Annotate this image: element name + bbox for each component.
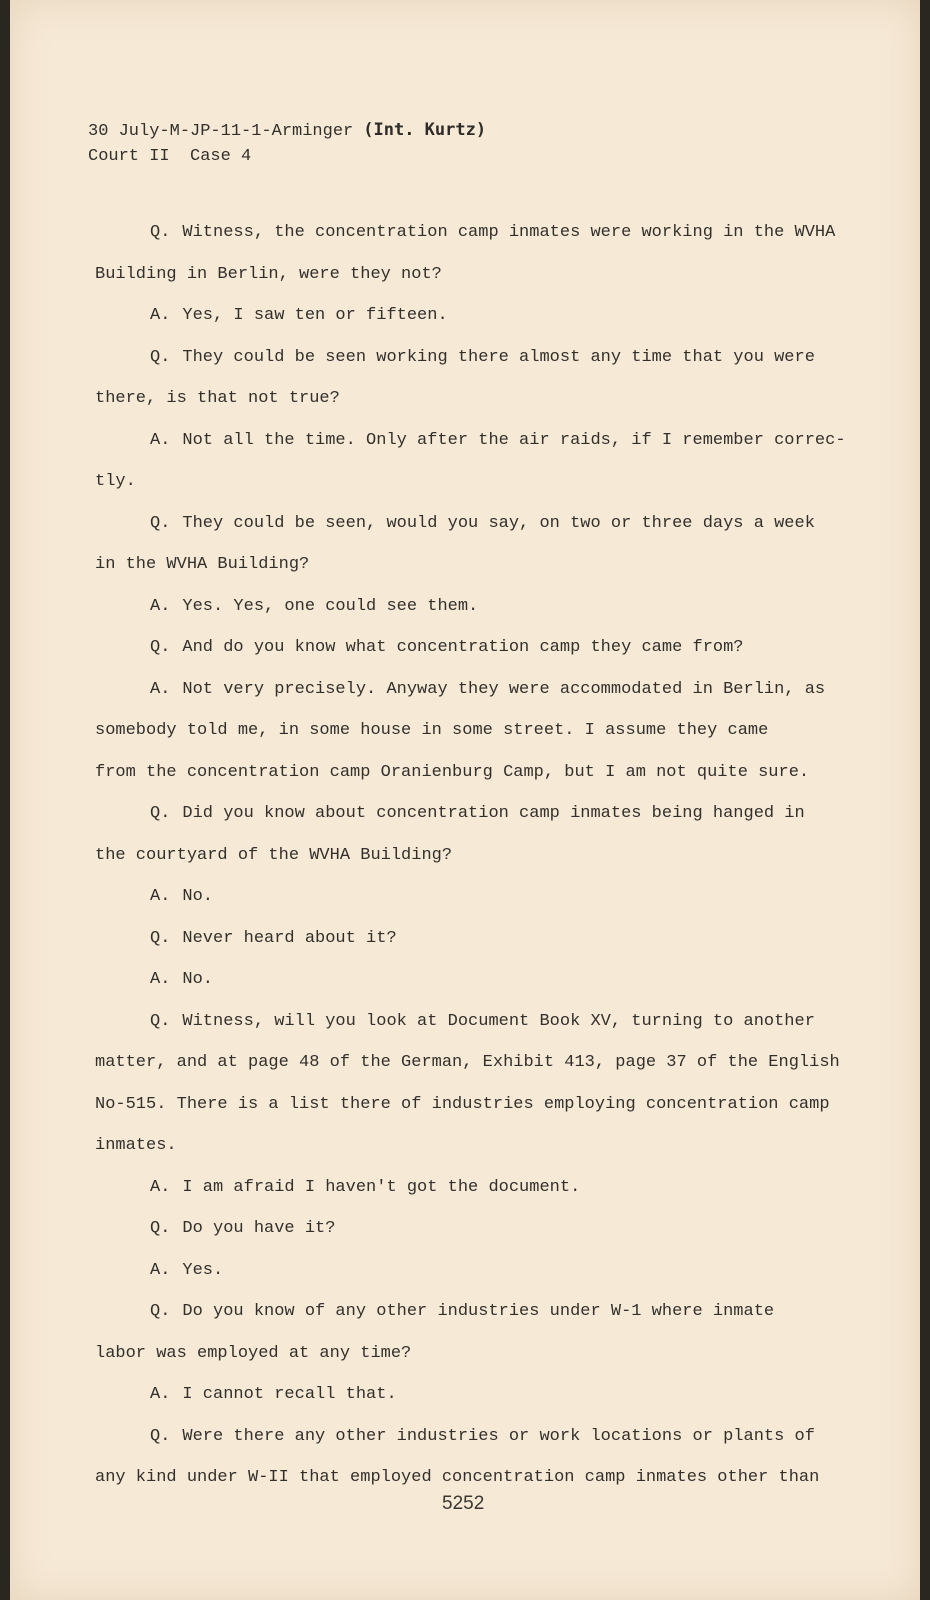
- transcript-line-answer: [95, 1167, 865, 1209]
- line-text: Do you know of any other industries under W-1 where inmate: [182, 1302, 775, 1321]
- transcript-line-question: [95, 1291, 865, 1333]
- line-text: No-515. There is a list there of industries employing concentration camp: [95, 1094, 830, 1114]
- speaker-label: Q.: [150, 513, 171, 533]
- speaker-label: Q.: [150, 928, 171, 948]
- speaker-label: Q.: [150, 223, 171, 242]
- transcript-line-answer: [95, 1250, 865, 1292]
- header-line-2: Court II Case 4: [88, 147, 252, 166]
- line-text: And do you know what concentration camp they came from?: [182, 638, 744, 657]
- transcript-line-answer: [95, 1374, 865, 1416]
- transcript-line-continuation: [95, 710, 865, 752]
- line-text: tly.: [95, 472, 136, 491]
- transcript-body: [95, 212, 865, 1499]
- speaker-label: Q.: [150, 1302, 171, 1321]
- speaker-label: A.: [150, 306, 171, 325]
- line-text: Yes, I saw ten or fifteen.: [182, 306, 448, 325]
- transcript-line-question: [95, 1416, 865, 1458]
- transcript-line-question: [95, 1208, 865, 1250]
- transcript-line-continuation: [95, 1042, 865, 1084]
- line-text: Yes. Yes, one could see them.: [182, 596, 479, 616]
- line-text: Building in Berlin, were they not?: [95, 264, 442, 284]
- transcript-line-continuation: [95, 752, 865, 794]
- transcript-line-continuation: [95, 835, 865, 877]
- line-text: They could be seen working there almost any time that you were: [182, 347, 815, 367]
- transcript-line-answer: [95, 420, 865, 462]
- line-text: Never heard about it?: [182, 928, 397, 948]
- transcript-line-continuation: [95, 1125, 865, 1167]
- speaker-label: A.: [150, 1260, 171, 1280]
- speaker-label: A.: [150, 1177, 171, 1197]
- speaker-label: Q.: [150, 1219, 171, 1238]
- line-text: Not all the time. Only after the air raids, if I remember correc-: [182, 430, 846, 450]
- line-text: Do you have it?: [182, 1219, 336, 1238]
- speaker-label: A.: [150, 887, 171, 906]
- transcript-line-answer: [95, 959, 865, 1001]
- transcript-line-continuation: [95, 544, 865, 586]
- line-text: there, is that not true?: [95, 389, 340, 408]
- document-page: [10, 0, 920, 1600]
- header-reference: 30 July-M-JP-11-1-Arminger: [88, 122, 354, 141]
- line-text: labor was employed at any time?: [95, 1343, 412, 1363]
- transcript-line-answer: [95, 669, 865, 711]
- speaker-label: Q.: [150, 1011, 171, 1031]
- line-text: from the concentration camp Oranienburg Camp, but I am not quite sure.: [95, 762, 810, 782]
- transcript-line-continuation: [95, 1084, 865, 1126]
- line-text: Did you know about concentration camp inmates being hanged in: [182, 804, 805, 823]
- line-text: Witness, the concentration camp inmates were working in the WVHA: [182, 223, 836, 242]
- header-line-1: [88, 118, 486, 144]
- line-text: Witness, will you look at Document Book XV, turning to another: [182, 1011, 815, 1031]
- line-text: Yes.: [182, 1260, 224, 1280]
- page-number: 5252: [442, 1493, 485, 1514]
- transcript-line-answer: [95, 295, 865, 337]
- speaker-label: A.: [150, 1385, 171, 1404]
- transcript-line-question: [95, 627, 865, 669]
- interpreter-note: (Int. Kurtz): [363, 120, 487, 140]
- line-text: I am afraid I haven't got the document.: [182, 1177, 581, 1197]
- line-text: No.: [182, 970, 214, 989]
- speaker-label: Q.: [150, 1426, 171, 1446]
- transcript-line-continuation: [95, 1333, 865, 1375]
- transcript-line-question: [95, 1001, 865, 1043]
- transcript-line-continuation: [95, 254, 865, 296]
- transcript-line-question: [95, 793, 865, 835]
- transcript-line-question: [95, 337, 865, 379]
- line-text: No.: [182, 887, 214, 906]
- line-text: inmates.: [95, 1136, 177, 1155]
- line-text: the courtyard of the WVHA Building?: [95, 845, 453, 865]
- speaker-label: Q.: [150, 347, 171, 367]
- transcript-line-question: [95, 918, 865, 960]
- line-text: Were there any other industries or work locations or plants of: [182, 1426, 815, 1446]
- line-text: They could be seen, would you say, on two or three days a week: [182, 513, 815, 533]
- transcript-line-continuation: [95, 461, 865, 503]
- speaker-label: Q.: [150, 638, 171, 657]
- document-header: [88, 118, 486, 169]
- line-text: matter, and at page 48 of the German, Exhibit 413, page 37 of the English: [95, 1053, 840, 1072]
- line-text: Not very precisely. Anyway they were accommodated in Berlin, as: [182, 679, 826, 699]
- speaker-label: Q.: [150, 804, 171, 823]
- line-text: somebody told me, in some house in some street. I assume they came: [95, 721, 769, 740]
- line-text: in the WVHA Building?: [95, 555, 310, 574]
- transcript-line-continuation: [95, 378, 865, 420]
- speaker-label: A.: [150, 596, 171, 616]
- transcript-line-question: [95, 212, 865, 254]
- transcript-line-answer: [95, 876, 865, 918]
- transcript-line-question: [95, 503, 865, 545]
- speaker-label: A.: [150, 679, 171, 699]
- line-text: I cannot recall that.: [182, 1385, 397, 1404]
- speaker-label: A.: [150, 430, 171, 450]
- line-text: any kind under W-II that employed concentration camp inmates other than: [95, 1468, 820, 1487]
- speaker-label: A.: [150, 970, 171, 989]
- transcript-line-answer: [95, 586, 865, 628]
